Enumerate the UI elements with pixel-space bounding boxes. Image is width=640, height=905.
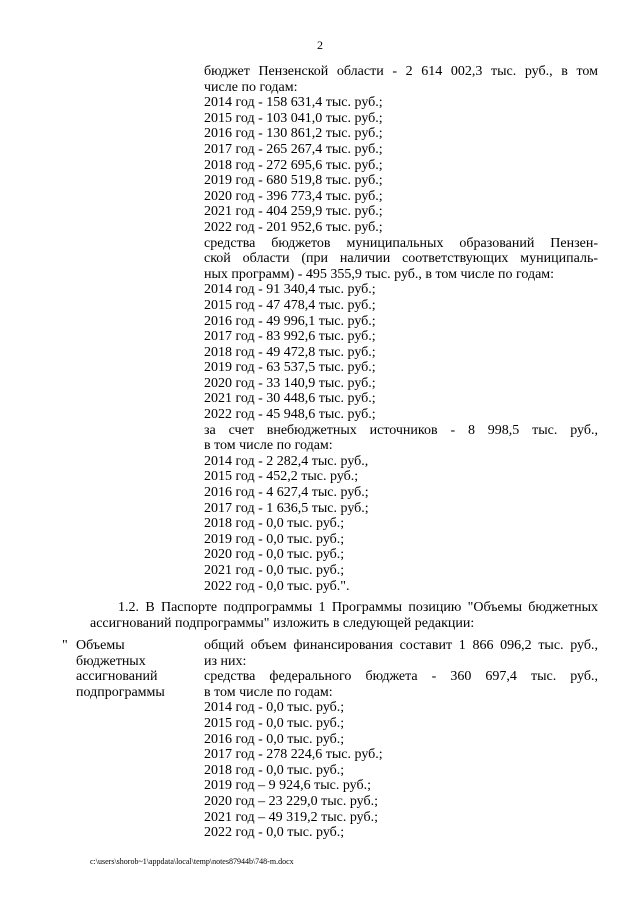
text-line: ской области (при наличии соответствующих муниципаль- [204, 251, 598, 267]
text-line: 2020 год – 23 229,0 тыс. руб.; [204, 793, 378, 809]
text-line: 2016 год - 4 627,4 тыс. руб.; [204, 485, 369, 501]
text-line: 2021 год – 49 319,2 тыс. руб.; [204, 809, 378, 825]
text-line: ных программ) - 495 355,9 тыс. руб., в том числе по годам: [204, 266, 555, 282]
label-line: подпрограммы [76, 684, 165, 700]
passport-label [76, 638, 196, 700]
text-line: 2015 год - 47 478,4 тыс. руб.; [204, 297, 376, 313]
opening-quote: " [62, 638, 68, 653]
text-line: 2018 год - 49 472,8 тыс. руб.; [204, 344, 376, 360]
amendment-paragraph [90, 600, 598, 631]
text-line: 2017 год - 265 267,4 тыс. руб.; [204, 141, 383, 157]
text-line: 2014 год - 2 282,4 тыс. руб., [204, 453, 369, 469]
text-line: 2022 год - 0,0 тыс. руб.". [204, 578, 350, 594]
text-line: 2019 год - 680 519,8 тыс. руб.; [204, 173, 383, 189]
text-line: 2019 год – 9 924,6 тыс. руб.; [204, 778, 371, 794]
text-line: 2022 год - 45 948,6 тыс. руб.; [204, 407, 376, 423]
text-line: 2021 год - 404 259,9 тыс. руб.; [204, 204, 383, 220]
label-line: ассигнований [76, 669, 158, 685]
text-line: 2022 год - 201 952,6 тыс. руб.; [204, 219, 383, 235]
label-line: Объемы [76, 638, 125, 653]
text-line: 2017 год - 278 224,6 тыс. руб.; [204, 747, 383, 763]
amendment-line-2: ассигнований подпрограммы" изложить в следующей редакции: [90, 615, 475, 631]
text-line: за счет внебюджетных источников - 8 998,5 тыс. руб., [204, 422, 598, 438]
text-line: общий объем финансирования составит 1 866 096,2 тыс. руб., [204, 638, 598, 653]
file-path-footer: c:\users\shorob~1\appdata\local\temp\notes87944b\748-m.docx [90, 857, 294, 866]
text-line: 2021 год - 0,0 тыс. руб.; [204, 563, 345, 578]
text-line: из них: [204, 653, 247, 669]
text-line: средства федерального бюджета - 360 697,4 тыс. руб., [204, 669, 598, 685]
text-line: 2020 год - 0,0 тыс. руб.; [204, 547, 345, 563]
text-line: 2020 год - 396 773,4 тыс. руб.; [204, 188, 383, 204]
text-line: 2016 год - 49 996,1 тыс. руб.; [204, 313, 376, 329]
text-line: 2019 год - 63 537,5 тыс. руб.; [204, 360, 376, 376]
text-line: 2022 год - 0,0 тыс. руб.; [204, 825, 345, 841]
text-line: в том числе по годам: [204, 684, 333, 700]
text-line: 2017 год - 83 992,6 тыс. руб.; [204, 329, 376, 345]
text-line: средства бюджетов муниципальных образований Пензен- [204, 235, 598, 251]
label-line: бюджетных [76, 653, 146, 669]
text-line: 2018 год - 272 695,6 тыс. руб.; [204, 157, 383, 173]
text-line: 2019 год - 0,0 тыс. руб.; [204, 531, 345, 547]
text-line: 2015 год - 103 041,0 тыс. руб.; [204, 110, 383, 126]
amendment-line-1: 1.2. В Паспорте подпрограммы 1 Программы позицию "Объемы бюджетных [118, 600, 598, 615]
text-line: 2018 год - 0,0 тыс. руб.; [204, 516, 345, 532]
text-line: 2015 год - 0,0 тыс. руб.; [204, 715, 345, 731]
text-line: 2015 год - 452,2 тыс. руб.; [204, 469, 359, 485]
text-line: 2016 год - 0,0 тыс. руб.; [204, 731, 345, 747]
text-line: 2021 год - 30 448,6 тыс. руб.; [204, 391, 376, 407]
text-line: 2014 год - 0,0 тыс. руб.; [204, 700, 345, 716]
text-line: 2018 год - 0,0 тыс. руб.; [204, 762, 345, 778]
text-line: 2014 год - 91 340,4 тыс. руб.; [204, 282, 376, 298]
page-number: 2 [317, 38, 323, 52]
text-line: 2014 год - 158 631,4 тыс. руб.; [204, 95, 383, 111]
text-line: 2016 год - 130 861,2 тыс. руб.; [204, 126, 383, 142]
text-line: в том числе по годам: [204, 438, 333, 454]
text-line: числе по годам: [204, 79, 298, 95]
text-line: бюджет Пензенской области - 2 614 002,3 тыс. руб., в том [204, 64, 598, 79]
funding-list-bottom [204, 638, 598, 841]
text-line: 2020 год - 33 140,9 тыс. руб.; [204, 375, 376, 391]
text-line: 2017 год - 1 636,5 тыс. руб.; [204, 500, 369, 516]
funding-list-top [204, 64, 598, 594]
